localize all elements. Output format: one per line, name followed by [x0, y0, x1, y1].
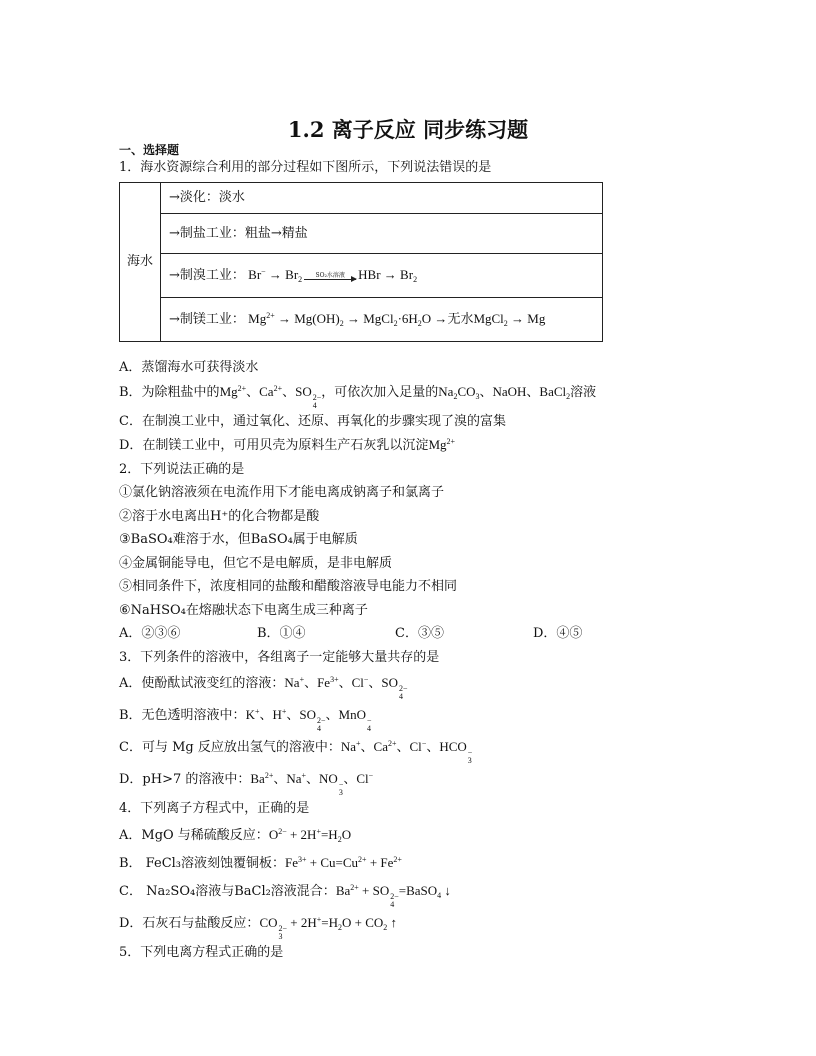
- q2-option-d: D．④⑤: [533, 626, 583, 641]
- q1-option-a: A．蒸馏海水可获得淡水: [119, 360, 259, 375]
- section-heading: 一、选择题: [119, 143, 180, 157]
- q2-statement-1: ①氯化钠溶液须在电流作用下才能电离成钠离子和氯离子: [119, 485, 445, 500]
- q3-option-d: D．pH>7 的溶液中：$Ba^{2+}$、Na+、NO − 3 、Cl−: [119, 771, 374, 797]
- seawater-label: 海水: [120, 183, 161, 342]
- row-bromine-industry: →制溴工业： $Br^- \to Br_2$ SO₂水溶液 HBr → $Br_2$: [161, 254, 603, 298]
- q4-option-d: D．石灰石与盐酸反应：CO 2− 3 + $2H^+=H_2O + CO_2$ ↑: [119, 914, 398, 941]
- page-title: 1.2 离子反应 同步练习题: [287, 117, 529, 142]
- q1-option-b: B．为除粗盐中的$Mg^{2+}$、$Ca^{2+}$、SO 2− 4 ，可依次加入足量的$Na_2CO_3$、NaOH、BaCl$_2$溶液: [119, 383, 597, 410]
- q3-option-b: B．无色透明溶液中：K+、H+、SO 2− 4 、MnO − 4: [119, 707, 372, 733]
- q4-option-a: A．MgO 与稀硫酸反应：$O^{2-} + 2H^+=H_2O$: [119, 826, 352, 844]
- q2-statement-5: ⑤相同条件下，浓度相同的盐酸和醋酸溶液导电能力不相同: [119, 579, 458, 594]
- q2-statement-6: ⑥NaHSO₄在熔融状态下电离生成三种离子: [119, 602, 368, 618]
- question-3-stem: 3．下列条件的溶液中，各组离子一定能够大量共存的是: [119, 649, 440, 665]
- q2-option-b: B．①④: [257, 626, 306, 641]
- question-2-stem: 2．下列说法正确的是: [119, 461, 245, 477]
- q2-options: [119, 622, 709, 646]
- seawater-process-table: [119, 182, 603, 342]
- q3-option-c: C．可与 Mg 反应放出氢气的溶液中：Na+、$Ca^{2+}$、Cl−、HCO − 3: [119, 739, 473, 765]
- worksheet: [119, 112, 709, 964]
- q4-option-b: B． FeCl₃溶液刻蚀覆铜板：$Fe^{3+} + Cu=Cu^{2+} + Fe^{2+}$: [119, 854, 402, 871]
- q1-option-d: D．在制镁工业中，可用贝壳为原料生产石灰乳以沉淀$Mg^{2+}$: [119, 437, 456, 453]
- q2-statement-2: ②溶于水电离出H⁺的化合物都是酸: [119, 508, 320, 524]
- q2-statement-4: ④金属铜能导电，但它不是电解质，是非电解质: [119, 555, 393, 571]
- row-salt-industry: →制盐工业：粗盐→精盐: [161, 214, 603, 254]
- q4-option-c: C． Na₂SO₄溶液与BaCl₂溶液混合：$Ba^{2+}$ + SO 2− 4 =BaSO$_4$ ↓: [119, 882, 451, 909]
- q1-option-c: C．在制溴工业中，通过氧化、还原、再氧化的步骤实现了溴的富集: [119, 413, 506, 429]
- q3-option-a: A．使酚酞试液变红的溶液：Na+、$Fe^{3+}$、Cl−、SO 2− 4: [119, 675, 408, 701]
- q2-option-c: C．③⑤: [395, 626, 444, 641]
- row-magnesium-industry: →制镁工业： $Mg^{2+} \to Mg(OH)_2$ → $MgCl_2\cdot 6H_2O$ →无水MgCl$_2$ → Mg: [161, 298, 603, 342]
- q2-statement-3: ③BaSO₄难溶于水，但BaSO₄属于电解质: [119, 532, 358, 547]
- question-4-stem: 4．下列离子方程式中，正确的是: [119, 801, 310, 816]
- question-1-stem: 1．海水资源综合利用的部分过程如下图所示，下列说法错误的是: [119, 160, 492, 175]
- reaction-arrow: SO₂水溶液: [304, 272, 356, 280]
- row-desalination: →淡化：淡水: [161, 183, 603, 214]
- question-5-stem: 5．下列电离方程式正确的是: [119, 944, 284, 960]
- q2-option-a: A．②③⑥: [119, 626, 181, 641]
